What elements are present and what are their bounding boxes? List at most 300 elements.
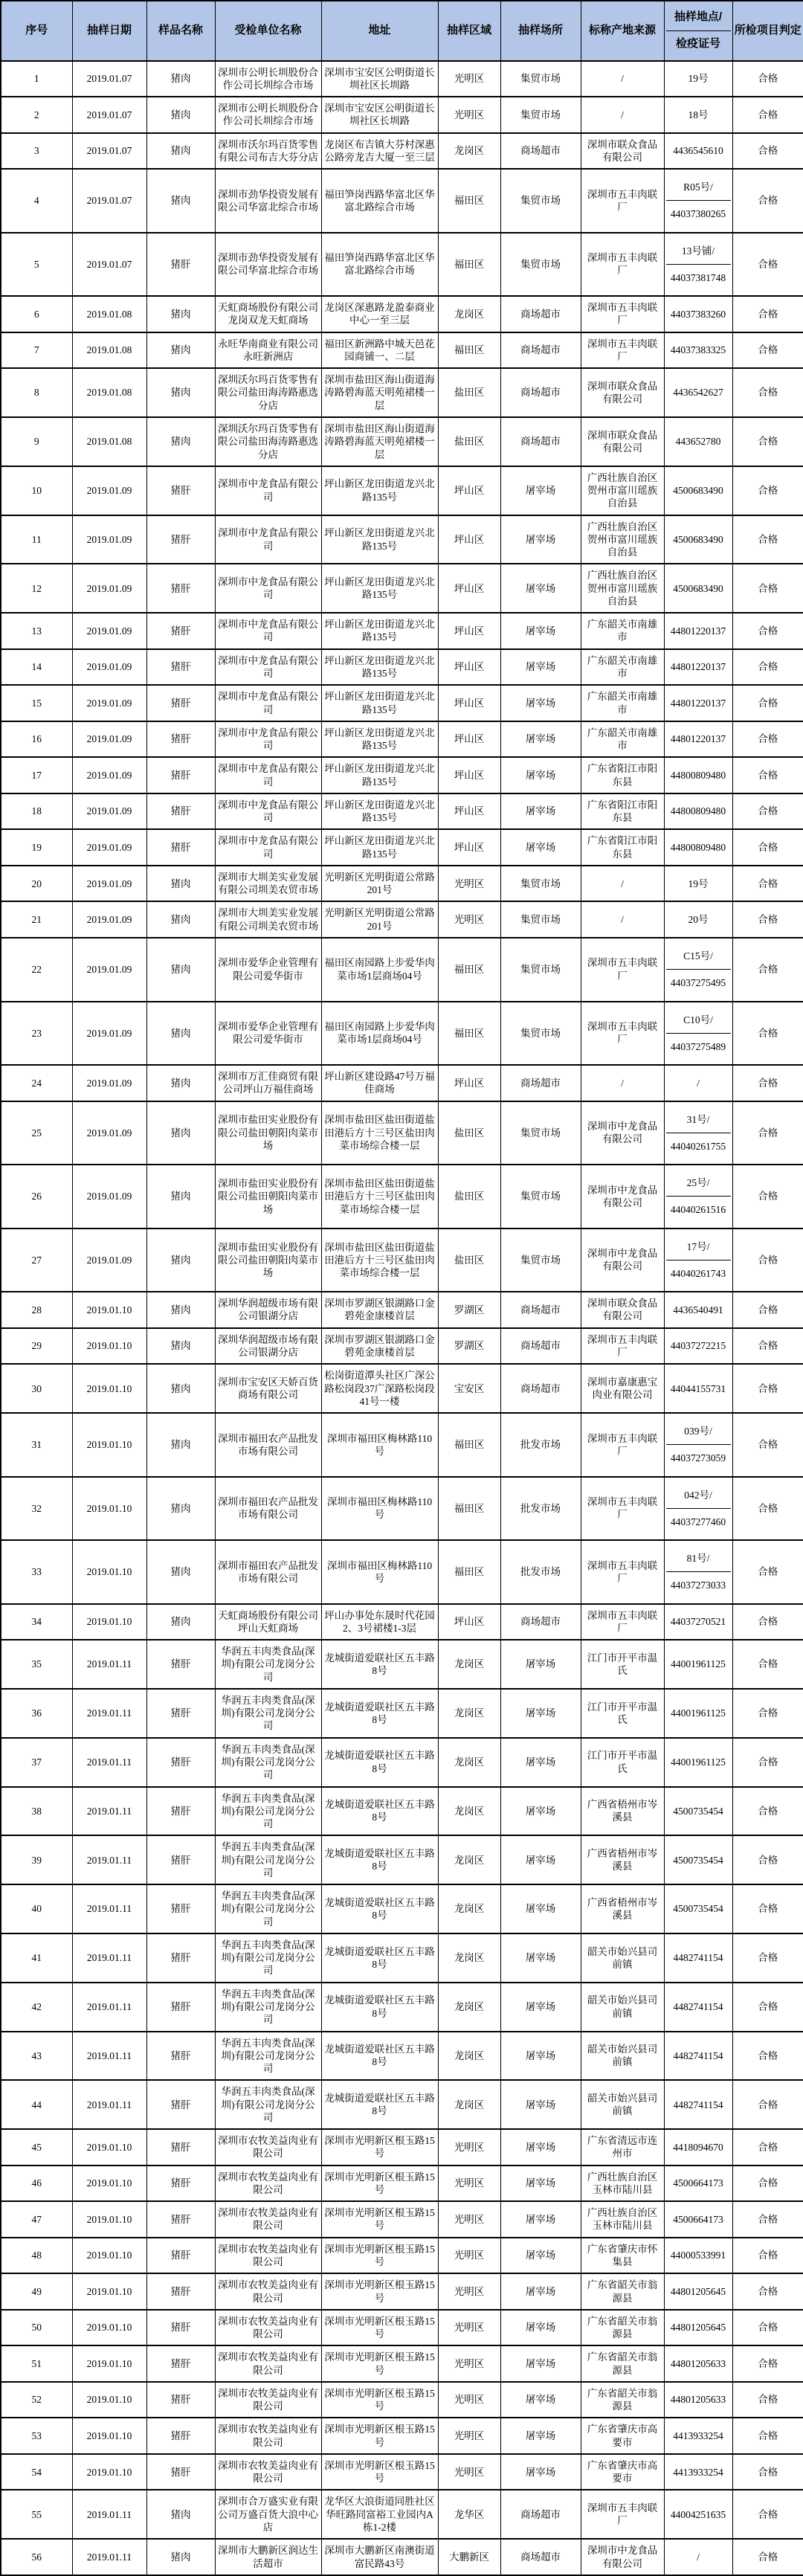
cell-unit-name: 天虹商场股份有限公司龙岗双龙天虹商场 [215,296,321,332]
cell-date: 2019.01.07 [72,133,146,170]
cell-cert: 44801220137 [664,613,732,649]
cell-origin-source: 深圳市联众食品有限公司 [581,1292,664,1328]
cell-address: 坪山新区建设路47号万福佳商场 [321,1065,438,1101]
table-row [1,2345,803,2382]
cell-unit-name: 深圳市中龙食品有限公司 [215,757,321,793]
cell-origin-source: 广东省阳江市阳东县 [581,793,664,830]
cell-unit-name: 深圳市福田农产品批发市场有限公司 [215,1477,321,1541]
cell-district: 光明区 [438,2166,500,2202]
cell-venue: 批发市场 [500,1477,581,1541]
cell-sample-name: 猪肝 [146,2454,215,2490]
cell-date: 2019.01.08 [72,417,146,466]
table-row [1,2080,803,2129]
table-row [1,649,803,686]
cell-venue: 屠宰场 [500,2310,581,2346]
cell-origin-source: 广东韶关市南雄市 [581,685,664,721]
table-row [1,332,803,369]
cell-date: 2019.01.10 [72,1477,146,1541]
cell-sample-name: 猪肉 [146,901,215,938]
cell-cert: 4500735454 [664,1787,732,1836]
cell-venue: 商场超市 [500,1065,581,1101]
cell-result: 合格 [732,332,803,369]
cell-seq: 45 [1,2129,72,2166]
cell-seq: 2 [1,97,72,133]
cert-stall-number: C10号/ [666,1007,731,1034]
cell-venue: 集贸市场 [500,1101,581,1165]
cell-cert: 19号 [664,866,732,902]
cell-sample-name: 猪肝 [146,564,215,613]
cell-district: 坪山区 [438,1604,500,1640]
cell-address: 深圳市光明新区根玉路15号 [321,2454,438,2490]
cell-district: 光明区 [438,2129,500,2166]
cell-venue: 屠宰场 [500,515,581,564]
cell-result: 合格 [732,1738,803,1787]
cell-venue: 商场超市 [500,1292,581,1328]
cell-cert: 4500664173 [664,2201,732,2238]
cell-address: 龙城街道爱联社区五丰路8号 [321,2080,438,2129]
cell-district: 罗湖区 [438,1328,500,1365]
cell-result: 合格 [732,368,803,417]
cell-district: 坪山区 [438,466,500,515]
table-row [1,564,803,613]
table-row [1,1689,803,1738]
cell-address: 深圳市福田区梅林路110号 [321,1477,438,1541]
cell-result: 合格 [732,1933,803,1983]
cell-sample-name: 猪肝 [146,685,215,721]
cell-origin-source: 江门市开平市温氏 [581,1689,664,1738]
cell-sample-name: 猪肝 [146,2166,215,2202]
cell-venue: 屠宰场 [500,1640,581,1689]
cell-cert: 44044155731 [664,1364,732,1413]
cell-seq: 12 [1,564,72,613]
cell-unit-name: 深圳市福田农产品批发市场有限公司 [215,1413,321,1477]
table-row [1,466,803,515]
cell-address: 深圳市盐田区海山街道海涛路碧海蓝天明苑裙楼一层 [321,368,438,417]
cell-cert: 44800809480 [664,757,732,793]
cell-seq: 30 [1,1364,72,1413]
cell-venue: 屠宰场 [500,2166,581,2202]
cell-unit-name: 深圳市中龙食品有限公司 [215,564,321,613]
cell-origin-source: 深圳市五丰肉联厂 [581,332,664,369]
cell-venue: 集贸市场 [500,1165,581,1229]
cell-venue: 屠宰场 [500,613,581,649]
col-header-origin-source: 标称产地来源 [581,1,664,61]
cell-venue: 商场超市 [500,417,581,466]
cell-address: 龙华区大浪街道同胜社区华旺路同富裕工业园内A栋1-2楼 [321,2490,438,2539]
cell-venue: 屠宰场 [500,2129,581,2166]
cell-cert: 44801220137 [664,721,732,758]
cell-origin-source: 广西壮族自治区玉林市陆川县 [581,2201,664,2238]
cell-cert: 443652780 [664,417,732,466]
cell-origin-source: / [581,61,664,97]
cell-venue: 屠宰场 [500,466,581,515]
cell-cert [664,233,732,297]
table-row [1,1640,803,1689]
cell-address: 福田区新洲路中城天邑花园商铺一、二层 [321,332,438,369]
cell-venue: 商场超市 [500,1328,581,1365]
table-row [1,1364,803,1413]
cell-district: 盐田区 [438,1229,500,1292]
table-row [1,685,803,721]
cell-district: 盐田区 [438,1101,500,1165]
cell-date: 2019.01.10 [72,2382,146,2418]
cell-sample-name: 猪肝 [146,1640,215,1689]
cell-result: 合格 [732,793,803,830]
cell-unit-name: 深圳沃尔玛百货零售有限公司盐田海涛路惠选分店 [215,368,321,417]
cell-seq: 26 [1,1165,72,1229]
cell-date: 2019.01.11 [72,1689,146,1738]
table-row [1,1292,803,1328]
cell-result: 合格 [732,2166,803,2202]
cell-venue: 集贸市场 [500,233,581,297]
cell-date: 2019.01.08 [72,368,146,417]
cell-district: 光明区 [438,866,500,902]
cell-venue: 屠宰场 [500,1835,581,1884]
cell-district: 龙岗区 [438,2032,500,2081]
cell-result: 合格 [732,133,803,170]
cell-unit-name: 永旺华南商业有限公司永旺新洲店 [215,332,321,369]
cell-origin-source: 深圳市五丰肉联厂 [581,1477,664,1541]
cell-district: 坪山区 [438,793,500,830]
cell-seq: 28 [1,1292,72,1328]
cell-sample-name: 猪肝 [146,1933,215,1983]
cell-seq: 55 [1,2490,72,2539]
cell-district: 坪山区 [438,515,500,564]
cell-result: 合格 [732,1292,803,1328]
col-header-seq: 序号 [1,1,72,61]
cell-origin-source: / [581,901,664,938]
cell-result: 合格 [732,1002,803,1066]
cell-venue: 屠宰场 [500,829,581,866]
cell-date: 2019.01.10 [72,1292,146,1328]
cell-seq: 43 [1,2032,72,2081]
cell-date: 2019.01.10 [72,2310,146,2346]
cell-unit-name: 深圳华润超级市场有限公司银湖分店 [215,1328,321,1365]
cell-sample-name: 猪肉 [146,1413,215,1477]
cell-date: 2019.01.11 [72,1787,146,1836]
cell-sample-name: 猪肉 [146,332,215,369]
cert-quarantine-number: 44037275495 [670,977,726,989]
table-row [1,866,803,902]
cell-cert: 44037272215 [664,1328,732,1365]
cell-date: 2019.01.10 [72,1540,146,1604]
cell-seq: 24 [1,1065,72,1101]
table-row [1,515,803,564]
cell-sample-name: 猪肝 [146,793,215,830]
cell-seq: 13 [1,613,72,649]
cell-origin-source: 广西省梧州市岑溪县 [581,1835,664,1884]
cell-cert: 4482741154 [664,1933,732,1983]
cell-address: 深圳市罗湖区银湖路口金碧苑金康楼首层 [321,1328,438,1365]
cell-seq: 21 [1,901,72,938]
cell-date: 2019.01.09 [72,1101,146,1165]
cell-sample-name: 猪肉 [146,866,215,902]
cell-seq: 29 [1,1328,72,1365]
cell-result: 合格 [732,1413,803,1477]
cell-date: 2019.01.10 [72,1328,146,1365]
cell-venue: 集贸市场 [500,938,581,1002]
cell-venue: 商场超市 [500,368,581,417]
cell-origin-source: 广西壮族自治区贺州市富川瑶族自治县 [581,564,664,613]
cell-sample-name: 猪肉 [146,1540,215,1604]
cell-district: 坪山区 [438,1065,500,1101]
cell-venue: 集贸市场 [500,169,581,233]
cell-origin-source: 广东省阳江市阳东县 [581,757,664,793]
table-row [1,133,803,170]
cell-date: 2019.01.10 [72,1604,146,1640]
cell-origin-source: 深圳市联众食品有限公司 [581,417,664,466]
cell-result: 合格 [732,233,803,297]
cell-sample-name: 猪肉 [146,296,215,332]
cell-seq: 7 [1,332,72,369]
cell-origin-source: 广东省韶关市翁源县 [581,2273,664,2310]
cell-unit-name: 深圳市农牧美益肉业有限公司 [215,2201,321,2238]
cell-unit-name: 深圳市沃尔玛百货零售有限公司布吉大芬分店 [215,133,321,170]
cell-address: 福田区南园路上步爱华肉菜市场1层商场04号 [321,1002,438,1066]
cell-district: 龙岗区 [438,1835,500,1884]
cell-address: 福田笋岗西路华富北区华富北路综合市场 [321,233,438,297]
cell-result: 合格 [732,296,803,332]
cell-sample-name: 猪肝 [146,2310,215,2346]
cell-seq: 22 [1,938,72,1002]
cert-quarantine-number: 44037273033 [670,1580,726,1591]
cell-seq: 32 [1,1477,72,1541]
cell-venue: 屠宰场 [500,685,581,721]
cell-date: 2019.01.09 [72,1165,146,1229]
cell-sample-name: 猪肉 [146,133,215,170]
cell-cert: 44801205645 [664,2310,732,2346]
cell-origin-source: 广东省清远市连州市 [581,2129,664,2166]
cell-address: 坪山新区龙田街道龙兴北路135号 [321,613,438,649]
cell-address: 龙城街道爱联社区五丰路8号 [321,1835,438,1884]
cell-seq: 6 [1,296,72,332]
table-row [1,2382,803,2418]
cell-result: 合格 [732,757,803,793]
cell-result: 合格 [732,721,803,758]
cell-unit-name: 华润五丰肉类食品(深圳)有限公司龙岗分公司 [215,1738,321,1787]
cell-cert: 19号 [664,61,732,97]
cell-unit-name: 深圳市大圳美实业发展有限公司圳美农贸市场 [215,866,321,902]
cell-date: 2019.01.11 [72,1983,146,2032]
cell-result: 合格 [732,97,803,133]
cell-sample-name: 猪肝 [146,2201,215,2238]
cell-origin-source: / [581,1065,664,1101]
cell-cert: 4500683490 [664,515,732,564]
cell-address: 坪山新区龙田街道龙兴北路135号 [321,685,438,721]
cell-district: 坪山区 [438,564,500,613]
cell-cert: 4482741154 [664,1983,732,2032]
cell-cert: 44801205645 [664,2273,732,2310]
table-row [1,793,803,830]
header-row [1,1,803,61]
cell-venue: 屠宰场 [500,2454,581,2490]
cell-cert [664,1101,732,1165]
cell-district: 盐田区 [438,417,500,466]
table-row [1,233,803,297]
table-row [1,1065,803,1101]
cell-sample-name: 猪肝 [146,2032,215,2081]
cell-origin-source: 深圳市五丰肉联厂 [581,296,664,332]
cell-address: 坪山新区龙田街道龙兴北路135号 [321,829,438,866]
cell-venue: 集贸市场 [500,97,581,133]
cell-origin-source: 韶关市始兴县司前镇 [581,1933,664,1983]
cell-cert: 44000533991 [664,2238,732,2274]
cell-unit-name: 天虹商场股份有限公司坪山天虹商场 [215,1604,321,1640]
cell-address: 光明新区光明街道公常路201号 [321,866,438,902]
cell-seq: 50 [1,2310,72,2346]
cell-unit-name: 深圳市万汇佳商贸有限公司坪山万福佳商场 [215,1065,321,1101]
cell-sample-name: 猪肉 [146,1328,215,1365]
cell-result: 合格 [732,1477,803,1541]
cell-venue: 批发市场 [500,1540,581,1604]
cell-district: 坪山区 [438,829,500,866]
cell-unit-name: 深圳市中龙食品有限公司 [215,515,321,564]
cell-origin-source: 深圳市五丰肉联厂 [581,1604,664,1640]
cell-venue: 集贸市场 [500,1002,581,1066]
cell-result: 合格 [732,2238,803,2274]
cell-unit-name: 华润五丰肉类食品(深圳)有限公司龙岗分公司 [215,1884,321,1933]
cell-result: 合格 [732,1689,803,1738]
cell-cert: 4413933254 [664,2454,732,2490]
table-row [1,1933,803,1983]
cell-result: 合格 [732,1640,803,1689]
cell-cert: 4436545610 [664,133,732,170]
cell-venue: 商场超市 [500,332,581,369]
cell-district: 大鹏新区 [438,2539,500,2575]
col-header-venue: 抽样场所 [500,1,581,61]
cell-cert [664,938,732,1002]
cell-date: 2019.01.11 [72,2539,146,2575]
cell-date: 2019.01.10 [72,2418,146,2454]
cell-venue: 商场超市 [500,296,581,332]
cell-date: 2019.01.11 [72,1640,146,1689]
cell-result: 合格 [732,866,803,902]
cell-result: 合格 [732,2382,803,2418]
cell-address: 坪山新区龙田街道龙兴北路135号 [321,515,438,564]
cert-quarantine-number: 44037273059 [670,1452,726,1464]
cell-sample-name: 猪肉 [146,1292,215,1328]
cell-seq: 41 [1,1933,72,1983]
cell-seq: 18 [1,793,72,830]
cell-result: 合格 [732,1983,803,2032]
cell-address: 深圳市光明新区根玉路15号 [321,2382,438,2418]
cell-address: 松岗街道潭头社区广深公路松岗段37广深路松岗段41号一楼 [321,1364,438,1413]
cell-district: 光明区 [438,2310,500,2346]
cell-result: 合格 [732,2129,803,2166]
cell-sample-name: 猪肝 [146,1884,215,1933]
cell-date: 2019.01.09 [72,866,146,902]
table-row [1,417,803,466]
cell-origin-source: 广西省梧州市岑溪县 [581,1787,664,1836]
cell-sample-name: 猪肝 [146,466,215,515]
cell-district: 龙岗区 [438,1689,500,1738]
cell-sample-name: 猪肉 [146,97,215,133]
cell-venue: 屠宰场 [500,721,581,758]
cell-seq: 1 [1,61,72,97]
cell-address: 深圳市光明新区根玉路15号 [321,2418,438,2454]
cell-venue: 屠宰场 [500,2418,581,2454]
cell-address: 深圳市福田区梅林路110号 [321,1540,438,1604]
cell-date: 2019.01.07 [72,97,146,133]
table-row [1,2129,803,2166]
table-row [1,1540,803,1604]
cell-cert: 44801220137 [664,685,732,721]
cell-date: 2019.01.11 [72,2490,146,2539]
col-header-result: 所检项目判定 [732,1,803,61]
table-row [1,1165,803,1229]
cell-district: 光明区 [438,2382,500,2418]
col-header-district: 抽样区域 [438,1,500,61]
table-row [1,2310,803,2346]
cell-venue: 屠宰场 [500,1884,581,1933]
cell-seq: 20 [1,866,72,902]
cell-date: 2019.01.10 [72,2345,146,2382]
cell-result: 合格 [732,938,803,1002]
cell-origin-source: 韶关市始兴县司前镇 [581,2032,664,2081]
cell-district: 龙岗区 [438,1640,500,1689]
cell-result: 合格 [732,2345,803,2382]
cell-sample-name: 猪肝 [146,1787,215,1836]
cell-seq: 53 [1,2418,72,2454]
cell-venue: 屠宰场 [500,793,581,830]
cell-cert: 44001961125 [664,1689,732,1738]
cell-cert: 44037383260 [664,296,732,332]
cell-unit-name: 华润五丰肉类食品(深圳)有限公司龙岗分公司 [215,1983,321,2032]
cell-cert: 44001961125 [664,1738,732,1787]
cell-unit-name: 深圳市农牧美益肉业有限公司 [215,2129,321,2166]
cell-date: 2019.01.10 [72,2454,146,2490]
cell-result: 合格 [732,2080,803,2129]
cell-sample-name: 猪肝 [146,649,215,686]
cell-cert [664,1413,732,1477]
cell-origin-source: 广东省肇庆市高要市 [581,2454,664,2490]
cell-cert: 20号 [664,901,732,938]
cell-sample-name: 猪肝 [146,2129,215,2166]
cell-address: 龙城街道爱联社区五丰路8号 [321,1640,438,1689]
cell-address: 龙城街道爱联社区五丰路8号 [321,1689,438,1738]
cell-date: 2019.01.09 [72,938,146,1002]
table-row [1,1835,803,1884]
table-row [1,2490,803,2539]
cell-sample-name: 猪肝 [146,2418,215,2454]
cert-quarantine-number: 44037275489 [670,1040,726,1052]
cell-cert: 44004251635 [664,2490,732,2539]
cell-result: 合格 [732,2539,803,2575]
cell-address: 深圳市盐田区盐田街道盐田港后方十三号区盐田肉菜市场综合楼一层 [321,1101,438,1165]
cell-date: 2019.01.10 [72,1364,146,1413]
col-header-sample-name: 样品名称 [146,1,215,61]
table-row [1,721,803,758]
cell-address: 坪山新区龙田街道龙兴北路135号 [321,466,438,515]
cell-district: 光明区 [438,2345,500,2382]
cell-sample-name: 猪肝 [146,721,215,758]
cell-cert: 4413933254 [664,2418,732,2454]
cell-result: 合格 [732,901,803,938]
cell-result: 合格 [732,1101,803,1165]
cell-address: 深圳市罗湖区银湖路口金碧苑金康楼首层 [321,1292,438,1328]
cell-origin-source: 深圳市中龙食品有限公司 [581,1165,664,1229]
cell-cert [664,1002,732,1066]
cell-district: 龙岗区 [438,133,500,170]
cell-date: 2019.01.10 [72,2238,146,2274]
cell-origin-source: 深圳市五丰肉联厂 [581,1540,664,1604]
cell-origin-source: 深圳市嘉康惠宝肉业有限公司 [581,1364,664,1413]
table-header [1,1,803,61]
cell-venue: 屠宰场 [500,2273,581,2310]
cell-seq: 56 [1,2539,72,2575]
cell-result: 合格 [732,1884,803,1933]
cell-address: 坪山新区龙田街道龙兴北路135号 [321,721,438,758]
